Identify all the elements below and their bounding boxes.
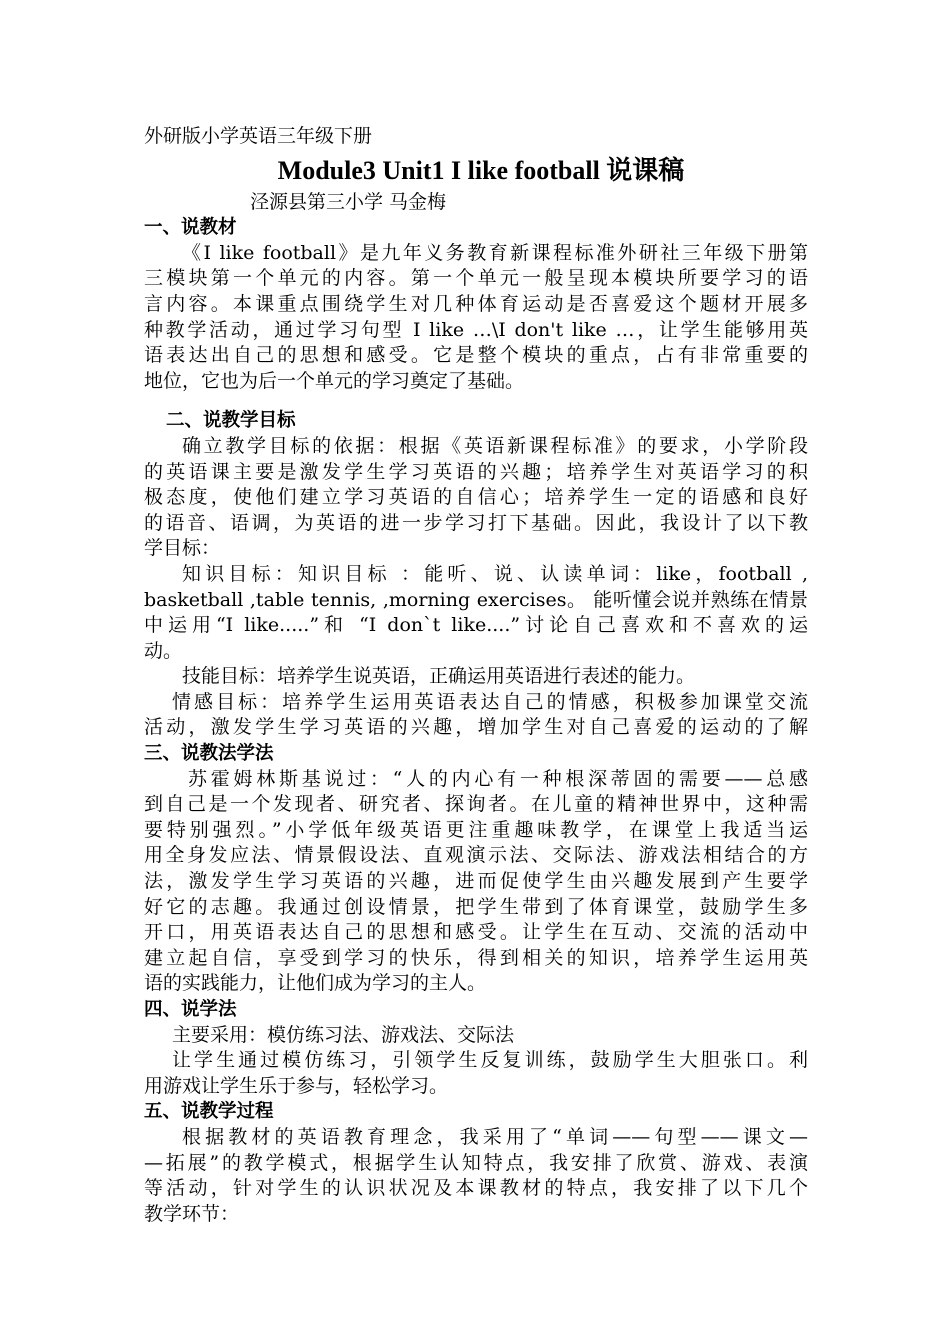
paragraph-line: 极态度，使他们建立学习英语的自信心；培养学生一定的语感和良好 — [144, 486, 808, 509]
paragraph-line: 的英语课主要是激发学生学习英语的兴趣；培养学生对英语学习的积 — [144, 460, 808, 483]
document-author: 泾源县第三小学 马金梅 — [250, 190, 447, 213]
knowledge-objective-line: 知识目标：知识目标 ：能听、说、认读单词：like，football , — [182, 562, 808, 585]
knowledge-objective-line: 中运用“I like.....”和 “I don`t like....”讨论自己喜欢和不喜欢的运 — [144, 614, 808, 637]
paragraph-line: 让学生通过模仿练习，引领学生反复训练，鼓励学生大胆张口。利 — [172, 1049, 808, 1072]
paragraph-line: —拓展”的教学模式，根据学生认知特点，我安排了欣赏、游戏、表演 — [144, 1151, 808, 1174]
paragraph-line: 到自己是一个发现者、研究者、探询者。在儿童的精神世界中，这种需 — [144, 793, 808, 816]
paragraph-line: 苏霍姆林斯基说过：“人的内心有一种根深蒂固的需要——总感 — [188, 767, 808, 790]
paragraph-line: 用游戏让学生乐于参与，轻松学习。 — [144, 1074, 449, 1097]
paragraph-line: 用全身发应法、情景假设法、直观演示法、交际法、游戏法相结合的方 — [144, 844, 808, 867]
section-heading-objectives: 二、说教学目标 — [166, 410, 296, 432]
paragraph-line: 三模块第一个单元的内容。第一个单元一般呈现本模块所要学习的语 — [144, 267, 808, 290]
paragraph-line: 学目标： — [144, 537, 221, 560]
knowledge-objective-line: basketball ,table tennis, ,morning exercises。 能听懂会说并熟练在情景 — [144, 588, 808, 611]
paragraph-line: 主要采用：模仿练习法、游戏法、交际法 — [172, 1023, 515, 1046]
skill-objective-line: 技能目标：培养学生说英语，正确运用英语进行表述的能力。 — [182, 665, 696, 688]
paragraph-line: 语表达出自己的思想和感受。它是整个模块的重点，占有非常重要的 — [144, 344, 808, 367]
emotion-objective-line: 活动，激发学生学习英语的兴趣，增加学生对自己喜爱的运动的了解 — [144, 716, 808, 739]
document-title: Module3 Unit1 I like football 说课稿 — [277, 155, 685, 185]
paragraph-line: 等活动，针对学生的认识状况及本课教材的特点，我安排了以下几个 — [144, 1177, 808, 1200]
paragraph-line: 开口，用英语表达自己的思想和感受。让学生在互动、交流的活动中 — [144, 921, 808, 944]
knowledge-objective-line: 动。 — [144, 639, 183, 662]
document-page — [144, 124, 808, 1227]
section-heading-textbook: 一、说教材 — [144, 217, 237, 239]
paragraph-line: 法，激发学生学习英语的兴趣，进而促使学生由兴趣发展到产生要学 — [144, 870, 808, 893]
paragraph-line: 教学环节： — [144, 1202, 240, 1225]
paragraph-line: 确立教学目标的依据：根据《英语新课程标准》的要求，小学阶段 — [182, 434, 808, 457]
paragraph-line: 《I like football》是九年义务教育新课程标准外研社三年级下册第 — [182, 241, 808, 264]
section-heading-methods: 三、说教法学法 — [144, 743, 274, 765]
paragraph-line: 根据教材的英语教育理念，我采用了“单词——句型——课文— — [182, 1125, 808, 1148]
paragraph-line: 好它的志趣。我通过创设情景，把学生带到了体育课堂，鼓励学生多 — [144, 895, 808, 918]
paragraph-line: 的语音、语调，为英语的进一步学习打下基础。因此，我设计了以下教 — [144, 511, 808, 534]
section-heading-process: 五、说教学过程 — [144, 1101, 274, 1123]
emotion-objective-line: 情感目标：培养学生运用英语表达自己的情感，积极参加课堂交流 — [172, 690, 808, 713]
paragraph-line: 建立起自信，享受到学习的快乐，得到相关的知识，培养学生运用英 — [144, 946, 808, 969]
paragraph-line: 言内容。本课重点围绕学生对几种体育运动是否喜爱这个题材开展多 — [144, 292, 808, 315]
document-subtitle: 外研版小学英语三年级下册 — [144, 125, 373, 147]
paragraph-line: 地位，它也为后一个单元的学习奠定了基础。 — [144, 369, 525, 392]
paragraph-line: 语的实践能力，让他们成为学习的主人。 — [144, 972, 487, 995]
paragraph-line: 要特别强烈。”小学低年级英语更注重趣味教学，在课堂上我适当运 — [144, 818, 808, 841]
section-heading-learning: 四、说学法 — [144, 999, 237, 1020]
paragraph-line: 种教学活动，通过学习句型 I like …\I don't like …，让学生能够用英 — [144, 318, 808, 341]
